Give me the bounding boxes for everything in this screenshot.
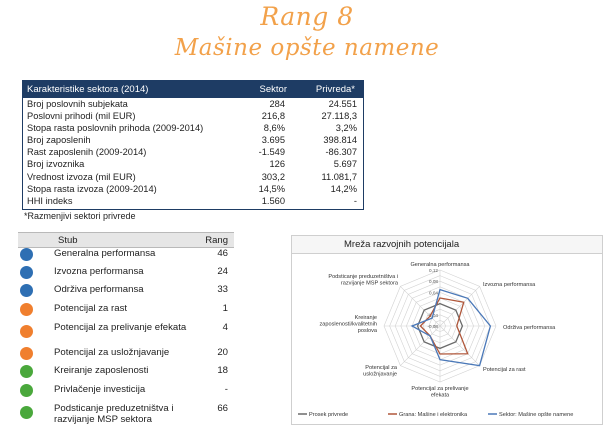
pillar-dot-icon — [20, 284, 33, 297]
stub-label: Generalna performansa — [54, 248, 156, 259]
characteristics-row — [23, 110, 363, 122]
radar-tick-label: 0 — [435, 301, 438, 307]
row-sektor-value: 3.695 — [261, 135, 285, 146]
row-privreda-value: 24.551 — [328, 99, 357, 109]
characteristics-row — [23, 134, 363, 146]
pillar-dot-icon — [20, 406, 33, 419]
characteristics-row — [23, 158, 363, 170]
row-label: Vrednost izvoza (mil EUR) — [27, 171, 136, 182]
row-privreda-value: 3,2% — [335, 123, 357, 134]
stub-table — [18, 232, 234, 427]
col-header-stub: Stub — [58, 235, 78, 246]
row-label: Broj zaposlenih — [27, 135, 91, 146]
stub-label: Podsticanje preduzetništva i razvijanje MSP sektora — [54, 403, 174, 425]
row-label: Rast zaposlenih (2009-2014) — [27, 147, 147, 158]
col-header-sektor: Sektor — [259, 84, 287, 95]
row-privreda-value: 14,2% — [330, 183, 357, 194]
radar-category-label: Održiva performansa — [503, 325, 556, 331]
characteristics-row — [23, 183, 363, 195]
radar-tick-label: 0,08 — [429, 279, 438, 285]
characteristics-row — [23, 122, 363, 134]
stub-label: Privlačenje investicija — [54, 384, 146, 395]
row-sektor-value: 216,8 — [261, 111, 285, 122]
row-label: Broj izvoznika — [27, 159, 85, 170]
page-subtitle: Mašine opšte namene — [174, 35, 440, 61]
row-privreda-value: 11.081,7 — [321, 171, 357, 182]
legend-label: Sektor: Mašine opšte namene — [499, 412, 574, 418]
radar-category-label: Kreiranje zaposlenosti/kvalitetnih poslova — [319, 315, 377, 334]
row-sektor-value: 1.560 — [261, 195, 285, 206]
radar-category-label: Podsticanje preduzetništva i razvijanje MSP sektora — [328, 274, 398, 287]
stub-label: Kreiranje zaposlenosti — [54, 365, 149, 376]
stub-rank: 4 — [222, 322, 228, 333]
radar-tick-label: 0,12 — [429, 268, 438, 273]
stub-label: Potencijal za prelivanje efekata — [54, 322, 187, 333]
radar-category-label: Potencijal za rast — [483, 367, 526, 373]
col-header-label: Karakteristike sektora (2014) — [27, 84, 149, 95]
characteristics-row — [23, 195, 363, 207]
radar-tick-label: -0,04 — [427, 312, 438, 318]
row-label: Stopa rasta izvoza (2009-2014) — [27, 183, 157, 194]
row-label: Broj poslovnih subjekata — [27, 99, 128, 109]
stub-header — [18, 232, 234, 248]
page-title: Rang 8 — [260, 2, 354, 31]
row-privreda-value: 27.118,3 — [321, 111, 357, 122]
characteristics-header — [23, 81, 363, 98]
characteristics-row — [23, 171, 363, 183]
row-label: Poslovni prihodi (mil EUR) — [27, 111, 136, 122]
stub-label: Potencijal za rast — [54, 303, 128, 314]
stub-rank: - — [224, 384, 228, 395]
pillar-dot-icon — [20, 266, 33, 279]
pillar-dot-icon — [20, 365, 33, 378]
legend-label: Prosek privrede — [309, 412, 349, 418]
row-sektor-value: 8,6% — [263, 123, 285, 134]
characteristics-row — [23, 98, 363, 110]
stub-rank: 18 — [217, 365, 228, 376]
stub-rank: 33 — [217, 284, 228, 295]
stub-rank: 24 — [217, 266, 228, 277]
row-sektor-value: 284 — [269, 99, 285, 109]
radar-category-label: Potencijal za usložnjavanje — [363, 365, 397, 378]
radar-category-label: Potencijal za prelivanje efekata — [411, 386, 469, 399]
pillar-dot-icon — [20, 347, 33, 360]
stub-rank: 46 — [217, 248, 228, 259]
stub-rank: 20 — [217, 347, 228, 358]
stub-label: Izvozna performansa — [54, 266, 144, 277]
row-privreda-value: 398.814 — [323, 135, 357, 146]
row-label: Stopa rasta poslovnih prihoda (2009-2014) — [27, 123, 204, 134]
radar-category-label: Izvozna performansa — [483, 282, 536, 288]
stub-rank: 1 — [222, 303, 228, 314]
radar-chart-panel — [291, 235, 603, 425]
footnote: *Razmenjivi sektori privrede — [24, 211, 136, 221]
row-privreda-value: -86.307 — [325, 147, 357, 158]
pillar-dot-icon — [20, 248, 33, 261]
pillar-dot-icon — [20, 303, 33, 316]
row-privreda-value: - — [353, 195, 357, 206]
row-sektor-value: 14,5% — [258, 183, 285, 194]
row-sektor-value: 303,2 — [261, 171, 285, 182]
row-sektor-value: 126 — [269, 159, 285, 170]
pillar-dot-icon — [20, 325, 33, 338]
row-label: HHI indeks — [27, 195, 73, 206]
row-sektor-value: -1.549 — [258, 147, 285, 158]
radar-category-label: Generalna performansa — [410, 262, 470, 268]
col-header-rang: Rang — [205, 235, 228, 246]
legend-label: Grana: Mašine i elektronika — [399, 412, 468, 418]
radar-tick-label: 0,04 — [429, 290, 438, 296]
stub-label: Potencijal za usložnjavanje — [54, 347, 170, 358]
radar-chart — [292, 254, 602, 424]
pillar-dot-icon — [20, 384, 33, 397]
radar-tick-label: -0,08 — [427, 324, 438, 329]
characteristics-row — [23, 146, 363, 158]
col-header-privreda: Privreda* — [315, 84, 355, 95]
stub-rank: 66 — [217, 403, 228, 414]
row-privreda-value: 5.697 — [333, 159, 357, 170]
chart-title: Mreža razvojnih potencijala — [344, 239, 460, 250]
stub-label: Održiva performansa — [54, 284, 144, 295]
characteristics-table — [22, 80, 364, 210]
